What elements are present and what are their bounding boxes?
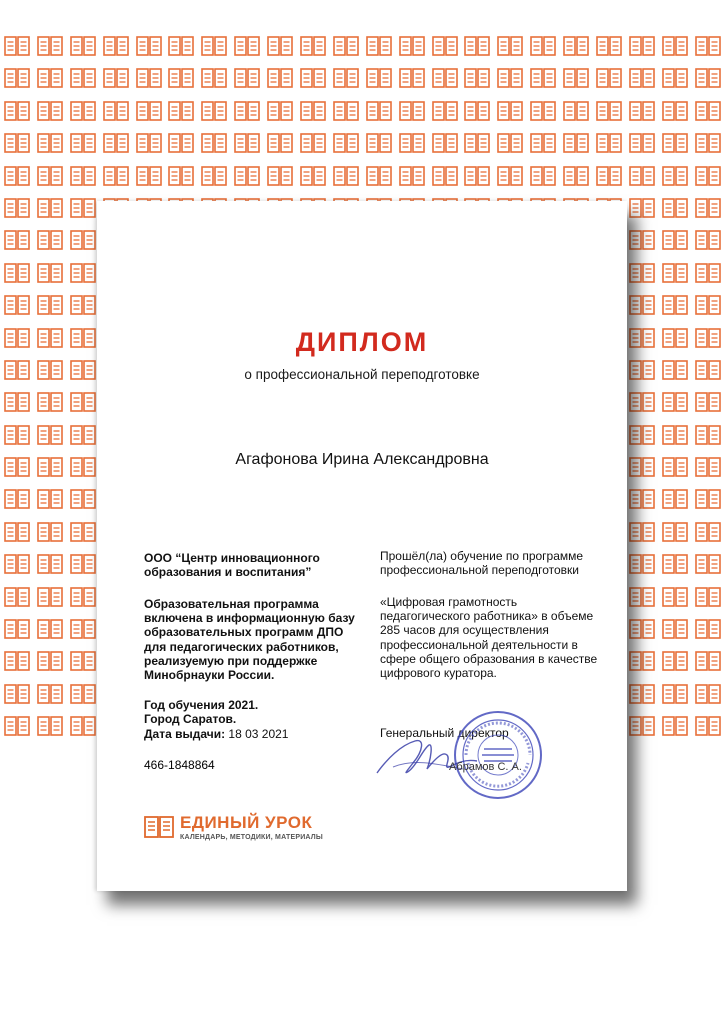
pattern-book-icon	[691, 581, 723, 613]
pattern-book-icon	[0, 645, 32, 677]
pattern-book-icon	[625, 419, 657, 451]
pattern-book-icon	[0, 710, 32, 742]
pattern-book-icon	[526, 62, 558, 94]
pattern-book-icon	[33, 710, 65, 742]
organization-name: ООО “Центр инновационного образования и воспитания”	[144, 551, 320, 580]
pattern-book-icon	[493, 160, 525, 192]
pattern-book-icon	[362, 160, 394, 192]
pattern-book-icon	[691, 483, 723, 515]
pattern-book-icon	[0, 451, 32, 483]
pattern-book-icon	[658, 322, 690, 354]
pattern-book-icon	[263, 62, 295, 94]
pattern-book-icon	[691, 548, 723, 580]
pattern-book-icon	[197, 30, 229, 62]
pattern-book-icon	[197, 62, 229, 94]
pattern-book-icon	[658, 160, 690, 192]
pattern-book-icon	[0, 678, 32, 710]
pattern-book-icon	[0, 127, 32, 159]
pattern-book-icon	[658, 516, 690, 548]
pattern-book-icon	[230, 127, 262, 159]
pattern-book-icon	[493, 30, 525, 62]
pattern-book-icon	[625, 451, 657, 483]
pattern-book-icon	[197, 160, 229, 192]
study-year: Год обучения 2021.	[144, 698, 259, 712]
pattern-book-icon	[296, 30, 328, 62]
recipient-name: Агафонова Ирина Александровна	[235, 451, 489, 468]
pattern-book-icon	[296, 62, 328, 94]
pattern-book-icon	[658, 613, 690, 645]
pattern-book-icon	[0, 62, 32, 94]
diploma-title: ДИПЛОМ	[295, 327, 429, 357]
pattern-book-icon	[625, 160, 657, 192]
pattern-book-icon	[0, 289, 32, 321]
pattern-book-icon	[658, 645, 690, 677]
pattern-book-icon	[33, 322, 65, 354]
pattern-book-icon	[691, 289, 723, 321]
pattern-book-icon	[625, 289, 657, 321]
pattern-book-icon	[329, 62, 361, 94]
diploma-subtitle: о профессиональной переподготовке	[244, 367, 480, 382]
pattern-book-icon	[559, 30, 591, 62]
completed-text: Прошёл(ла) обучение по программе профессиональной переподготовки	[380, 549, 584, 578]
pattern-book-icon	[164, 127, 196, 159]
pattern-book-icon	[33, 645, 65, 677]
pattern-book-icon	[395, 160, 427, 192]
pattern-book-icon	[33, 289, 65, 321]
pattern-book-icon	[691, 30, 723, 62]
pattern-book-icon	[197, 95, 229, 127]
pattern-book-icon	[0, 354, 32, 386]
pattern-book-icon	[33, 30, 65, 62]
pattern-book-icon	[99, 62, 131, 94]
pattern-book-icon	[99, 127, 131, 159]
pattern-book-icon	[559, 127, 591, 159]
pattern-book-icon	[362, 127, 394, 159]
pattern-book-icon	[460, 62, 492, 94]
pattern-book-icon	[428, 30, 460, 62]
pattern-book-icon	[0, 192, 32, 224]
pattern-book-icon	[460, 160, 492, 192]
pattern-book-icon	[460, 95, 492, 127]
pattern-book-icon	[66, 548, 98, 580]
pattern-book-icon	[0, 548, 32, 580]
pattern-book-icon	[592, 127, 624, 159]
pattern-book-icon	[625, 516, 657, 548]
pattern-book-icon	[66, 127, 98, 159]
pattern-book-icon	[33, 548, 65, 580]
pattern-book-icon	[691, 322, 723, 354]
pattern-book-icon	[691, 160, 723, 192]
pattern-book-icon	[329, 127, 361, 159]
pattern-book-icon	[33, 354, 65, 386]
pattern-book-icon	[0, 257, 32, 289]
pattern-book-icon	[33, 678, 65, 710]
pattern-book-icon	[66, 645, 98, 677]
pattern-book-icon	[428, 62, 460, 94]
registration-number: 466-1848864	[144, 758, 215, 772]
pattern-book-icon	[230, 62, 262, 94]
pattern-book-icon	[691, 127, 723, 159]
pattern-book-icon	[658, 483, 690, 515]
pattern-book-icon	[33, 419, 65, 451]
pattern-book-icon	[428, 160, 460, 192]
pattern-book-icon	[691, 386, 723, 418]
pattern-book-icon	[658, 62, 690, 94]
pattern-book-icon	[66, 192, 98, 224]
pattern-book-icon	[658, 30, 690, 62]
pattern-book-icon	[99, 160, 131, 192]
pattern-book-icon	[460, 127, 492, 159]
pattern-book-icon	[66, 95, 98, 127]
pattern-book-icon	[691, 62, 723, 94]
pattern-book-icon	[296, 160, 328, 192]
pattern-book-icon	[33, 192, 65, 224]
pattern-book-icon	[658, 127, 690, 159]
program-info: Образовательная программа включена в информационную базу образовательных программ ДПО для педагогических работников, реализуемую при поддержке Минобрнауки России.	[144, 597, 355, 683]
pattern-book-icon	[132, 30, 164, 62]
pattern-book-icon	[33, 516, 65, 548]
pattern-book-icon	[625, 30, 657, 62]
pattern-book-icon	[263, 160, 295, 192]
pattern-book-icon	[164, 62, 196, 94]
director-name: Абрамов С. А.	[449, 761, 522, 773]
pattern-book-icon	[263, 95, 295, 127]
pattern-book-icon	[691, 645, 723, 677]
pattern-book-icon	[66, 224, 98, 256]
pattern-book-icon	[33, 581, 65, 613]
pattern-book-icon	[132, 62, 164, 94]
pattern-book-icon	[33, 257, 65, 289]
pattern-book-icon	[0, 581, 32, 613]
pattern-book-icon	[592, 160, 624, 192]
pattern-book-icon	[691, 678, 723, 710]
diploma-sheet	[97, 201, 627, 891]
pattern-book-icon	[691, 192, 723, 224]
pattern-book-icon	[164, 160, 196, 192]
logo-name: ЕДИНЫЙ УРОК	[180, 813, 313, 832]
pattern-book-icon	[132, 160, 164, 192]
pattern-book-icon	[691, 419, 723, 451]
issue-date: 18 03 2021	[228, 727, 289, 741]
pattern-book-icon	[493, 62, 525, 94]
pattern-book-icon	[691, 613, 723, 645]
director-signature	[373, 729, 483, 784]
pattern-book-icon	[33, 613, 65, 645]
pattern-book-icon	[66, 322, 98, 354]
pattern-book-icon	[66, 419, 98, 451]
pattern-book-icon	[0, 483, 32, 515]
pattern-book-icon	[592, 95, 624, 127]
pattern-book-icon	[691, 95, 723, 127]
pattern-book-icon	[658, 710, 690, 742]
pattern-book-icon	[395, 95, 427, 127]
pattern-book-icon	[66, 451, 98, 483]
pattern-book-icon	[0, 613, 32, 645]
pattern-book-icon	[625, 354, 657, 386]
pattern-book-icon	[625, 548, 657, 580]
pattern-book-icon	[66, 62, 98, 94]
pattern-book-icon	[493, 95, 525, 127]
pattern-book-icon	[493, 127, 525, 159]
pattern-book-icon	[66, 483, 98, 515]
pattern-book-icon	[296, 95, 328, 127]
pattern-book-icon	[526, 30, 558, 62]
pattern-book-icon	[658, 192, 690, 224]
pattern-book-icon	[658, 419, 690, 451]
pattern-book-icon	[0, 322, 32, 354]
pattern-book-icon	[33, 160, 65, 192]
pattern-book-icon	[296, 127, 328, 159]
pattern-book-icon	[33, 127, 65, 159]
pattern-book-icon	[0, 516, 32, 548]
pattern-book-icon	[329, 30, 361, 62]
pattern-book-icon	[559, 160, 591, 192]
pattern-book-icon	[658, 354, 690, 386]
pattern-book-icon	[66, 516, 98, 548]
pattern-book-icon	[395, 62, 427, 94]
pattern-book-icon	[625, 224, 657, 256]
pattern-book-icon	[691, 224, 723, 256]
pattern-book-icon	[99, 30, 131, 62]
pattern-book-icon	[33, 386, 65, 418]
pattern-book-icon	[33, 224, 65, 256]
pattern-book-icon	[263, 127, 295, 159]
pattern-book-icon	[526, 127, 558, 159]
pattern-book-icon	[66, 289, 98, 321]
pattern-book-icon	[99, 95, 131, 127]
pattern-book-icon	[625, 386, 657, 418]
pattern-book-icon	[625, 645, 657, 677]
pattern-book-icon	[658, 224, 690, 256]
pattern-book-icon	[230, 95, 262, 127]
pattern-book-icon	[592, 30, 624, 62]
pattern-book-icon	[66, 386, 98, 418]
pattern-book-icon	[428, 127, 460, 159]
pattern-book-icon	[658, 581, 690, 613]
logo	[144, 813, 404, 843]
pattern-book-icon	[625, 62, 657, 94]
pattern-book-icon	[362, 62, 394, 94]
pattern-book-icon	[526, 160, 558, 192]
pattern-book-icon	[0, 386, 32, 418]
pattern-book-icon	[132, 127, 164, 159]
pattern-book-icon	[164, 95, 196, 127]
pattern-book-icon	[691, 710, 723, 742]
pattern-book-icon	[0, 224, 32, 256]
pattern-book-icon	[33, 62, 65, 94]
course-text: «Цифровая грамотность педагогического работника» в объеме 285 часов для осуществления профессиональной деятельности в сфере общего образования в качестве цифрового куратора.	[380, 595, 598, 681]
book-icon	[144, 815, 174, 839]
pattern-book-icon	[625, 322, 657, 354]
pattern-book-icon	[230, 160, 262, 192]
pattern-book-icon	[625, 257, 657, 289]
pattern-book-icon	[691, 516, 723, 548]
issue-date-row	[144, 727, 364, 741]
pattern-book-icon	[625, 95, 657, 127]
pattern-book-icon	[329, 95, 361, 127]
pattern-book-icon	[362, 30, 394, 62]
pattern-book-icon	[691, 257, 723, 289]
pattern-book-icon	[230, 30, 262, 62]
pattern-book-icon	[658, 257, 690, 289]
pattern-book-icon	[460, 30, 492, 62]
city: Город Саратов.	[144, 712, 237, 727]
pattern-book-icon	[395, 30, 427, 62]
pattern-book-icon	[559, 95, 591, 127]
pattern-book-icon	[33, 451, 65, 483]
pattern-book-icon	[559, 62, 591, 94]
pattern-book-icon	[658, 548, 690, 580]
pattern-book-icon	[625, 678, 657, 710]
pattern-book-icon	[691, 451, 723, 483]
pattern-book-icon	[691, 354, 723, 386]
logo-tagline: КАЛЕНДАРЬ, МЕТОДИКИ, МАТЕРИАЛЫ	[180, 834, 323, 841]
pattern-book-icon	[625, 613, 657, 645]
pattern-book-icon	[66, 613, 98, 645]
pattern-book-icon	[263, 30, 295, 62]
pattern-book-icon	[625, 127, 657, 159]
pattern-book-icon	[66, 30, 98, 62]
pattern-book-icon	[66, 257, 98, 289]
pattern-book-icon	[362, 95, 394, 127]
pattern-book-icon	[658, 451, 690, 483]
pattern-book-icon	[66, 354, 98, 386]
pattern-book-icon	[428, 95, 460, 127]
pattern-book-icon	[66, 678, 98, 710]
pattern-book-icon	[33, 95, 65, 127]
pattern-book-icon	[395, 127, 427, 159]
pattern-book-icon	[625, 483, 657, 515]
director-label: Генеральный директор	[380, 726, 509, 740]
pattern-book-icon	[197, 127, 229, 159]
pattern-book-icon	[0, 419, 32, 451]
pattern-book-icon	[526, 95, 558, 127]
pattern-book-icon	[625, 192, 657, 224]
pattern-book-icon	[658, 289, 690, 321]
pattern-book-icon	[625, 710, 657, 742]
pattern-book-icon	[132, 95, 164, 127]
pattern-book-icon	[592, 62, 624, 94]
pattern-book-icon	[658, 386, 690, 418]
issue-date-label: Дата выдачи:	[144, 727, 226, 741]
pattern-book-icon	[0, 160, 32, 192]
pattern-book-icon	[164, 30, 196, 62]
pattern-book-icon	[66, 710, 98, 742]
pattern-book-icon	[625, 581, 657, 613]
pattern-book-icon	[33, 483, 65, 515]
pattern-book-icon	[658, 678, 690, 710]
pattern-book-icon	[329, 160, 361, 192]
pattern-book-icon	[66, 581, 98, 613]
pattern-book-icon	[0, 95, 32, 127]
pattern-book-icon	[658, 95, 690, 127]
pattern-book-icon	[0, 30, 32, 62]
pattern-book-icon	[66, 160, 98, 192]
study-info	[144, 698, 364, 726]
